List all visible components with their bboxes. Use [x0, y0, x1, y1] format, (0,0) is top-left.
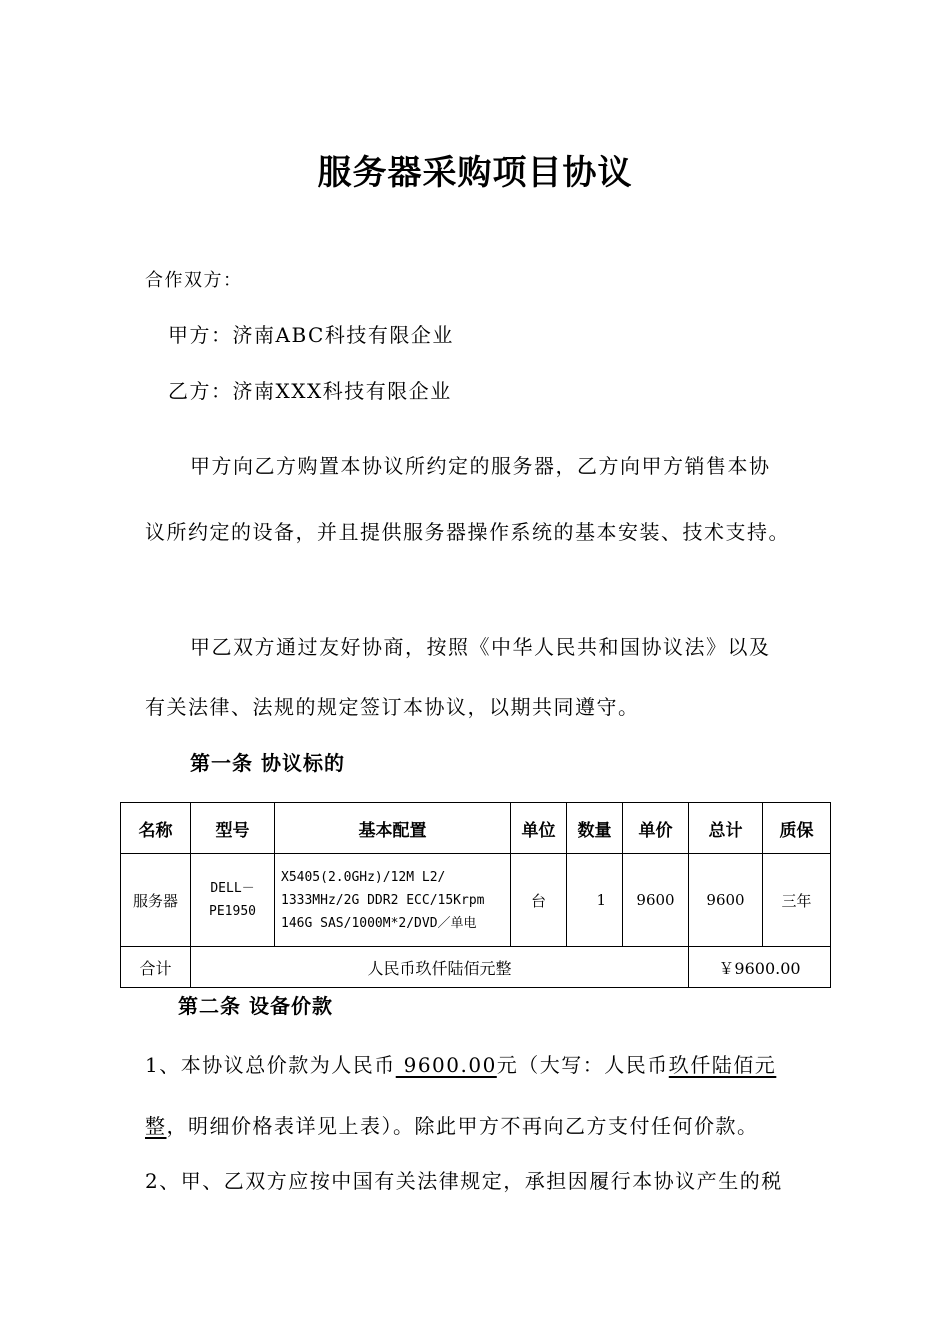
- item-table: [120, 802, 831, 988]
- clause-1-middle: 元（大写：人民币: [496, 1053, 669, 1077]
- clause-1-words-a: 玖仟陆佰元: [668, 1053, 777, 1077]
- sum-words: 人民币玖仟陆佰元整: [191, 947, 689, 988]
- party-b: 乙方：济南XXX科技有限企业: [168, 379, 452, 403]
- header-unit-price: 单价: [623, 803, 689, 854]
- cell-quantity: 1: [567, 854, 623, 947]
- party-a: 甲方：济南ABC科技有限企业: [168, 323, 454, 347]
- header-model: 型号: [191, 803, 275, 854]
- paragraph-2-line-2: 有关法律、法规的规定签订本协议，以期共同遵守。: [145, 695, 640, 719]
- cell-model: [191, 854, 275, 947]
- clause-1-words-b: 整: [145, 1114, 167, 1138]
- config-line-3: 146G SAS/1000M*2/DVD／单电: [281, 915, 477, 931]
- cell-unit-price: 9600: [623, 854, 689, 947]
- paragraph-1-line-1: 甲方向乙方购置本协议所约定的服务器，乙方向甲方销售本协: [190, 454, 771, 478]
- table-header-row: [121, 803, 831, 854]
- paragraph-1-line-2: 议所约定的设备，并且提供服务器操作系统的基本安装、技术支持。: [145, 520, 790, 544]
- parties-label: 合作双方：: [145, 270, 243, 291]
- table-row: [121, 854, 831, 947]
- header-name: 名称: [121, 803, 191, 854]
- config-line-1: X5405(2.0GHz)/12M L2/: [281, 869, 446, 885]
- paragraph-2-line-1: 甲乙双方通过友好协商，按照《中华人民共和国协议法》以及: [190, 635, 771, 659]
- header-config: 基本配置: [275, 803, 511, 854]
- cell-total: 9600: [689, 854, 763, 947]
- model-line-1: DELL－: [210, 881, 255, 896]
- clause-1-prefix: 1、本协议总价款为人民币: [145, 1053, 396, 1077]
- clause-1-suffix: ，明细价格表详见上表）。除此甲方不再向乙方支付任何价款。: [166, 1114, 759, 1138]
- cell-name: 服务器: [121, 854, 191, 947]
- header-unit: 单位: [511, 803, 567, 854]
- cell-config: [275, 854, 511, 947]
- cell-warranty: 三年: [763, 854, 831, 947]
- article-2-heading: 第二条 设备价款: [178, 994, 333, 1018]
- clause-2-line-1: 2、甲、乙双方应按中国有关法律规定，承担因履行本协议产生的税: [145, 1169, 783, 1193]
- clause-1-line-2: [145, 1110, 759, 1139]
- header-warranty: 质保: [763, 803, 831, 854]
- sum-amount: ￥9600.00: [689, 947, 831, 988]
- article-1-heading: 第一条 协议标的: [190, 751, 345, 775]
- header-total: 总计: [689, 803, 763, 854]
- table-sum-row: [121, 947, 831, 988]
- cell-unit: 台: [511, 854, 567, 947]
- sum-label: 合计: [121, 947, 191, 988]
- config-line-2: 1333MHz/2G DDR2 ECC/15Krpm: [281, 892, 485, 908]
- header-quantity: 数量: [567, 803, 623, 854]
- clause-1-line-1: [145, 1049, 776, 1078]
- document-title: 服务器采购项目协议: [317, 153, 633, 193]
- model-line-2: PE1950: [209, 904, 256, 919]
- clause-1-amount: 9600.00: [395, 1053, 497, 1077]
